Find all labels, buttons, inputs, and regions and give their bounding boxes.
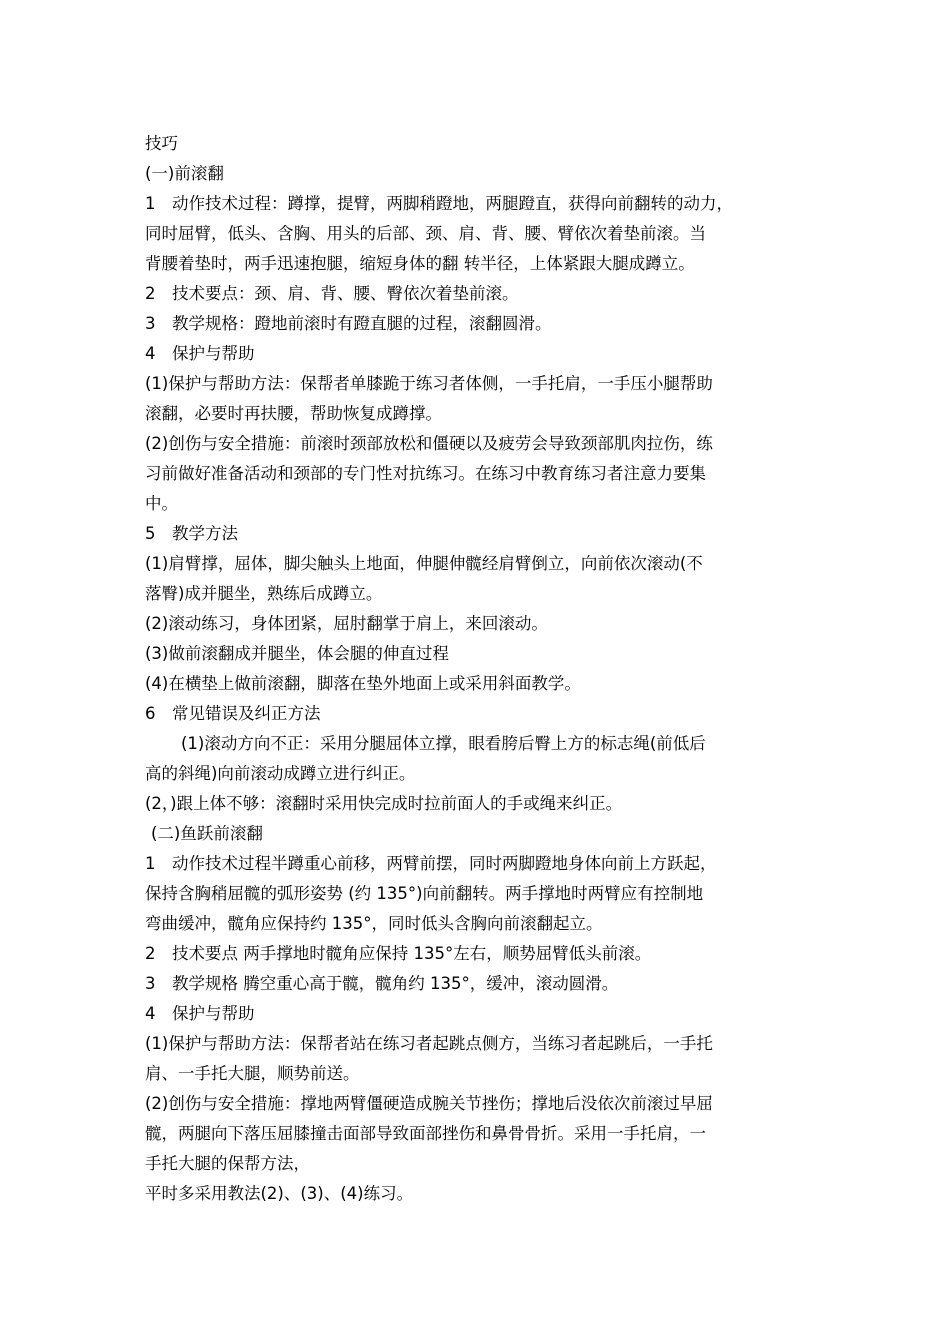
paragraph-line: 中。 [145,494,178,513]
paragraph-line: 弯曲缓冲，髋角应保持约 135°，同时低头含胸向前滚翻起立。 [145,914,603,933]
document-body [145,129,810,1209]
paragraph-line: (3)做前滚翻成并腿坐，体会腿的伸直过程 [145,644,449,663]
item-heading: 6 常见错误及纠正方法 [145,704,321,723]
paragraph-line: 滚翻，必要时再扶腰，帮助恢复成蹲撑。 [145,404,442,423]
paragraph-line: 3 教学规格：蹬地前滚时有蹬直腿的过程，滚翻圆滑。 [145,314,552,333]
item-heading: 5 教学方法 [145,524,238,543]
paragraph-line: 2 技术要点 两手撑地时髋角应保持 135°左右，顺势屈臂低头前滚。 [145,944,652,963]
paragraph-line: (2，)跟上体不够：滚翻时采用快完成时拉前面人的手或绳来纠正。 [145,794,623,813]
paragraph-line: 1 动作技术过程：蹲撑，提臂，两脚稍蹬地，两腿蹬直，获得向前翻转的动力， [145,194,733,213]
paragraph-line: (1)保护与帮助方法：保帮者单膝跪于练习者体侧，一手托肩，一手压小腿帮助 [145,374,713,393]
paragraph-line: 髋，两腿向下落压屈膝撞击面部导致面部挫伤和鼻骨骨折。采用一手托肩，一 [145,1124,706,1143]
item-heading: 4 保护与帮助 [145,344,255,363]
item-heading: 4 保护与帮助 [145,1004,255,1023]
paragraph-line: 1 动作技术过程半蹲重心前移，两臂前摆，同时两脚蹬地身体向前上方跃起， [145,854,717,873]
paragraph-line: (2)创伤与安全措施：撑地两臂僵硬造成腕关节挫伤；撑地后没依次前滚过早屈 [145,1094,713,1113]
paragraph-line: (2)滚动练习，身体团紧，屈肘翻掌于肩上，来回滚动。 [145,614,548,633]
subsection-heading: (二)鱼跃前滚翻 [151,824,263,843]
paragraph-line: (1)肩臂撑，屈体，脚尖触头上地面，伸腿伸髋经肩臂倒立，向前依次滚动(不 [145,554,703,573]
paragraph-line: 2 技术要点：颈、肩、背、腰、臀依次着垫前滚。 [145,284,519,303]
paragraph-line: 手托大腿的保帮方法， [145,1154,310,1173]
paragraph-line: 3 教学规格 腾空重心高于髋，髋角约 135°，缓冲，滚动圆滑。 [145,974,619,993]
paragraph-line: 平时多采用教法(2)、(3)、(4)练习。 [145,1184,414,1203]
paragraph-line: 肩、一手托大腿，顺势前送。 [145,1064,360,1083]
subsection-heading: (一)前滚翻 [145,164,224,183]
paragraph-line: (1)保护与帮助方法：保帮者站在练习者起跳点侧方，当练习者起跳后，一手托 [145,1034,713,1053]
paragraph-line: (2)创伤与安全措施：前滚时颈部放松和僵硬以及疲劳会导致颈部肌肉拉伤，练 [145,434,713,453]
paragraph-line: 高的斜绳)向前滚动成蹲立进行纠正。 [145,764,416,783]
section-title: 技巧 [145,134,178,153]
paragraph-line: 背腰着垫时，两手迅速抱腿，缩短身体的翻 转半径，上体紧跟大腿成蹲立。 [145,254,695,273]
paragraph-line: 习前做好准备活动和颈部的专门性对抗练习。在练习中教育练习者注意力要集 [145,464,706,483]
paragraph-line: 保持含胸稍屈髋的弧形姿势 (约 135°)向前翻转。两手撑地时两臂应有控制地 [145,884,704,903]
paragraph-line: 同时屈臂，低头、含胸、用头的后部、颈、肩、背、腰、臂依次着垫前滚。当 [145,224,706,243]
paragraph-line: (1)滚动方向不正：采用分腿屈体立撑，眼看胯后臀上方的标志绳(前低后 [181,734,706,753]
paragraph-line: 落臀)成并腿坐，熟练后成蹲立。 [145,584,383,603]
paragraph-line: (4)在横垫上做前滚翻，脚落在垫外地面上或采用斜面教学。 [145,674,581,693]
